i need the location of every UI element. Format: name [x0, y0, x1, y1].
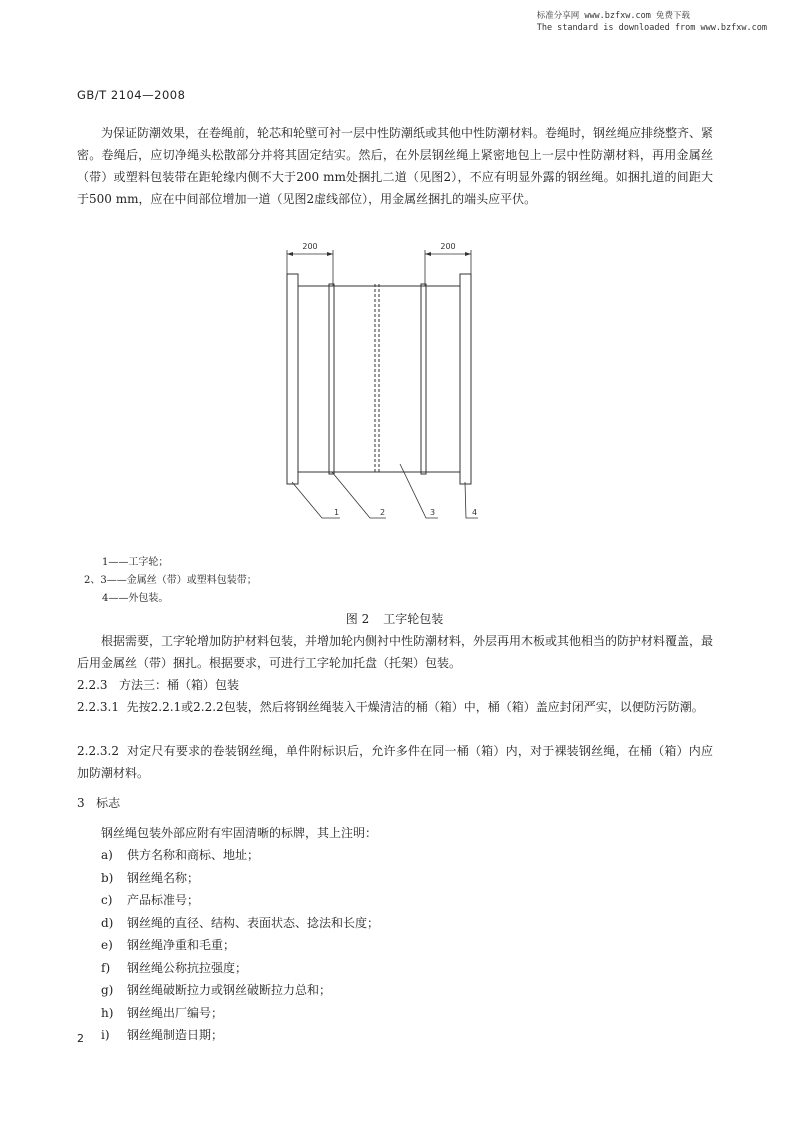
strap-right — [421, 284, 426, 474]
standard-code: GB/T 2104—2008 — [77, 88, 186, 102]
section-2-2-3-heading — [77, 674, 239, 696]
marking-item-text: 钢丝绳净重和毛重； — [127, 938, 236, 952]
marking-item-text: 钢丝绳制造日期； — [127, 1028, 224, 1042]
marking-intro: 钢丝绳包装外部应附有牢固清晰的标牌，其上注明： — [101, 826, 378, 840]
marking-item-label: f) — [101, 960, 111, 975]
marking-item-text: 钢丝绳名称； — [127, 870, 200, 885]
marking-list-item — [77, 979, 379, 1002]
marking-item-text: 产品标准号； — [127, 893, 200, 907]
figure-legend-1: 1——工字轮； — [102, 557, 169, 568]
marking-item-label: g) — [101, 983, 114, 997]
intro-paragraph: 为保证防潮效果，在卷绳前，轮芯和轮壁可衬一层中性防潮纸或其他中性防潮材料。卷绳时，钢丝绳应排绕整齐、紧密。卷绳后，应切净绳头松散部分并将其固定结实。然后，在外层钢丝绳上紧密地包上一层中性防潮材料，再用金属丝（带）或塑料包装带在距轮缘内侧不大于200 mm处捆扎二道（见图2），不应有明显外露的钢丝绳。如捆扎道的间距大于500 mm，应在中间部位增加一道（见图2虚线部位），用金属丝捆扎的端头应平伏。 — [77, 126, 714, 206]
dim-arrow — [287, 252, 293, 256]
marking-list-item — [77, 889, 379, 912]
figure-legend-2: 2、3——金属丝（带）或塑料包装带； — [84, 575, 257, 586]
marking-item-text: 供方名称和商标、地址； — [127, 848, 260, 862]
callout-2: 2 — [380, 508, 386, 517]
section-2-2-3-2-number: 2.2.3.2 — [77, 744, 119, 758]
watermark-line-en: The standard is downloaded from www.bzfxw.com — [536, 23, 767, 33]
marking-item-text: 钢丝绳的直径、结构、表面状态、捻法和长度； — [127, 915, 380, 930]
reel-flange-right — [460, 274, 471, 484]
marking-item-label: c) — [101, 893, 113, 907]
marking-list-item — [77, 867, 379, 890]
marking-item-text: 钢丝绳公称抗拉强度； — [127, 960, 248, 975]
leader-2 — [332, 472, 386, 518]
marking-item-label: i) — [101, 1028, 110, 1042]
callout-3: 3 — [430, 508, 436, 517]
figure-caption-number: 图 2 — [345, 612, 370, 626]
reel-flange-left — [287, 274, 298, 484]
marking-list-item — [77, 912, 379, 935]
section-3-title: 标志 — [96, 796, 121, 810]
section-2-2-3-1 — [77, 696, 713, 718]
para-after-figure: 根据需要，工字轮增加防护材料包装，并增加轮内侧衬中性防潮材料，外层再用木板或其他相当的防护材料覆盖，最后用金属丝（带）捆扎。根据要求，可进行工字轮加托盘（托架）包装。 — [77, 634, 714, 670]
marking-item-label: h) — [101, 1005, 114, 1020]
marking-item-label: d) — [101, 915, 114, 930]
marking-list-item — [77, 1024, 379, 1047]
section-2-2-3-2-text: 对定尺有要求的卷装钢丝绳，单件附标识后，允许多件在同一桶（箱）内，对于裸装钢丝绳，在桶（箱）内应加防潮材料。 — [77, 744, 713, 780]
dim-right-label: 200 — [440, 242, 456, 251]
section-3-number: 3 — [77, 796, 85, 810]
section-2-2-3-title: 方法三：桶（箱）包装 — [119, 678, 240, 692]
watermark-line-cn: 标准分享网 www.bzfxw.com 免费下载 — [536, 11, 690, 21]
figure-legend-3: 4——外包装。 — [102, 593, 169, 604]
leader-1 — [292, 482, 340, 518]
marking-item-text: 钢丝绳出厂编号； — [127, 1005, 224, 1020]
strap-left — [329, 284, 334, 474]
marking-list-item — [77, 934, 379, 957]
section-2-2-3-1-number: 2.2.3.1 — [77, 700, 119, 714]
callout-4: 4 — [472, 508, 478, 517]
marking-list-item — [77, 957, 379, 980]
watermark — [537, 10, 767, 34]
dim-left-label: 200 — [302, 242, 318, 251]
marking-item-label: e) — [101, 938, 113, 952]
section-2-2-3-number: 2.2.3 — [77, 678, 108, 692]
figure-caption-title: 工字轮包装 — [383, 612, 444, 626]
marking-item-label: a) — [101, 848, 113, 862]
page-number: 2 — [77, 1032, 84, 1045]
figure-reel-packaging — [260, 238, 530, 528]
dim-arrow — [425, 252, 431, 256]
marking-item-label: b) — [101, 870, 114, 885]
dim-arrow — [465, 252, 471, 256]
marking-list-item — [77, 844, 379, 867]
marking-list — [77, 844, 379, 1047]
marking-list-item — [77, 1002, 379, 1025]
section-3-heading — [77, 792, 120, 814]
section-2-2-3-2 — [77, 740, 713, 784]
section-2-2-3-1-text: 先按2.2.1或2.2.2包装，然后将钢丝绳装入干燥清洁的桶（箱）中，桶（箱）盖应封闭严实，以便防污防潮。 — [126, 700, 704, 714]
figure-caption — [0, 610, 789, 627]
callout-1: 1 — [334, 508, 340, 517]
dim-arrow — [327, 252, 333, 256]
marking-item-text: 钢丝绳破断拉力或钢丝破断拉力总和； — [127, 983, 332, 997]
